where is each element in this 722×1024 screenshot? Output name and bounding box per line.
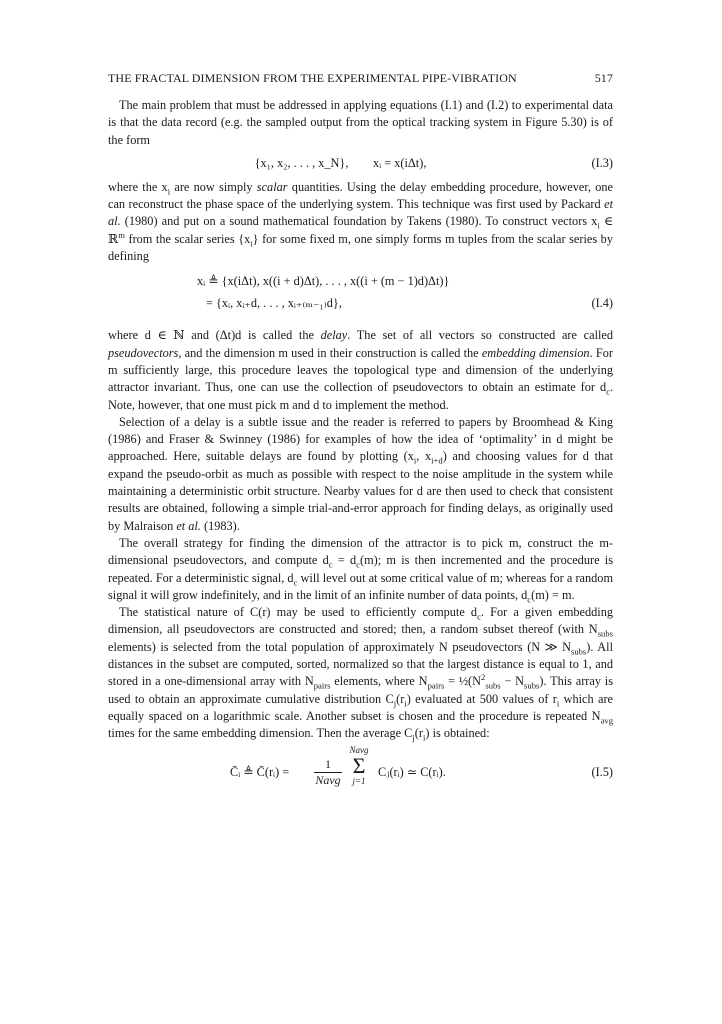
equation-I4-line1: xᵢ ≜ {x(iΔt), x((i + d)Δt), . . . , x((i + (m − 1)d)Δt)} <box>197 274 450 289</box>
summation-lower-limit: j=1 <box>352 775 366 786</box>
equation-I3 <box>108 149 613 179</box>
equation-I5-summation <box>348 745 370 787</box>
equation-I4 <box>108 273 613 327</box>
equation-I4-label: (I.4) <box>591 296 613 311</box>
equation-I5-rhs: Cⱼ(rᵢ) ≃ C(rᵢ). <box>378 764 446 779</box>
paragraph-2: where the $x_i$ are now simply scalar quantities. Using the delay embedding procedure, however, one can reconstruct the phase space of the underlying system. This technique was first used by Packard et al. (1980) and put on a sound mathematical foundation by Takens (1980). To construct vectors $x_i$ ∈ ℝ$^m$ from the scalar series $\{x_i\}$ for some fixed m, one simply forms m tuples from the scalar series by defining <box>108 179 613 264</box>
paragraph-1: The main problem that must be addressed in applying equations (I.1) and (I.2) to experimental data is that the data record (e.g. the sampled output from the optical tracking system in Figure 5.30) is of the form <box>108 98 613 147</box>
equation-I5 <box>108 745 613 805</box>
running-title: THE FRACTAL DIMENSION FROM THE EXPERIMENTAL PIPE-VIBRATION <box>108 71 517 85</box>
summation-sign: Σ <box>352 752 366 778</box>
equation-I5-label: (I.5) <box>591 764 613 779</box>
equation-I5-denominator: Navg <box>315 772 341 787</box>
paragraph-4: Selection of a delay is a subtle issue and the reader is referred to papers by Broomhead & King (1986) and Fraser & Swinney (1986) for examples of how the idea of ‘optimality’ in d might be approached. Here, suitable delays are found by plotting ($x_i$, $x_{i+d}$) and choosing values for d that expand the pseudo-orbit as much as possible with respect to the noise amplitude in the system while maintaining a deterministic orbit structure. Nearby values for d are then used to check that consistent results are obtained, following a simple trial-and-error approach for finding delays, as originally used by Malraison et al. (1983). <box>108 414 614 533</box>
equation-I3-right: xᵢ = x(iΔt), <box>373 155 427 170</box>
equation-I3-left: {x₁, x₂, . . . , x_N}, <box>254 155 349 170</box>
equation-I3-label: (I.3) <box>591 155 613 170</box>
paragraph-6: The statistical nature of C(r) may be used to efficiently compute $d_c$. For a given embedding dimension, all pseudovectors are constructed and stored; then, a random subset thereof (with $N_{subs}$ elements) is selected from the total population of approximately N pseudovectors (N ≫ $N_{subs}$). All distances in the subset are computed, sorted, normalized so that the largest distance is equal to 1, and stored in a one-dimensional array with $N_{pairs}$ elements, where $N_{pairs}$ = $\frac{1}{2}(N^2_{subs} - N_{subs})$. This array is used to obtain an approximate cumulative distribution $C_j(r_i)$ evaluated at 500 values of $r_i$ which are equally spaced on a logarithmic scale. Another subset is chosen and the procedure is repeated $N_{avg}$ times for the same embedding dimension. Then the average $C_j(r_i)$ is obtained: <box>108 605 614 743</box>
summation-upper-limit: Navg <box>349 744 369 755</box>
page-number: 517 <box>594 71 613 85</box>
equation-I5-lhs: C̄ᵢ ≜ C̄(rᵢ) = <box>230 764 290 779</box>
equation-I5-numerator: 1 <box>314 757 342 773</box>
equation-I5-fraction <box>314 757 342 787</box>
paragraph-5: The overall strategy for finding the dimension of the attractor is to pick m, construct the m-dimensional pseudovectors, and compute $d_c = d_c(m)$; m is then incremented and the procedure is repeated. For a deterministic signal, $d_c$ will level out at some critical value of m; whereas for a random signal it will grow indefinitely, and in the limit of an infinite number of data points, $d_c(m) = m$. <box>108 535 614 605</box>
equation-I4-line2: = {xᵢ, xᵢ₊d, . . . , xᵢ₊₍ₘ₋₁₎d}, <box>206 296 342 311</box>
page-body <box>108 97 613 805</box>
paragraph-3: where d ∈ ℕ and (Δt)d is called the delay. The set of all vectors so constructed are called pseudovectors, and the dimension m used in their construction is called the embedding dimension. For m sufficiently large, this procedure leaves the topological type and dimension of the underlying attractor invariant. Thus, one can use the collection of pseudovectors to obtain an estimate for $d_c$. Note, however, that one must pick m and d to implement the method. <box>108 328 614 412</box>
